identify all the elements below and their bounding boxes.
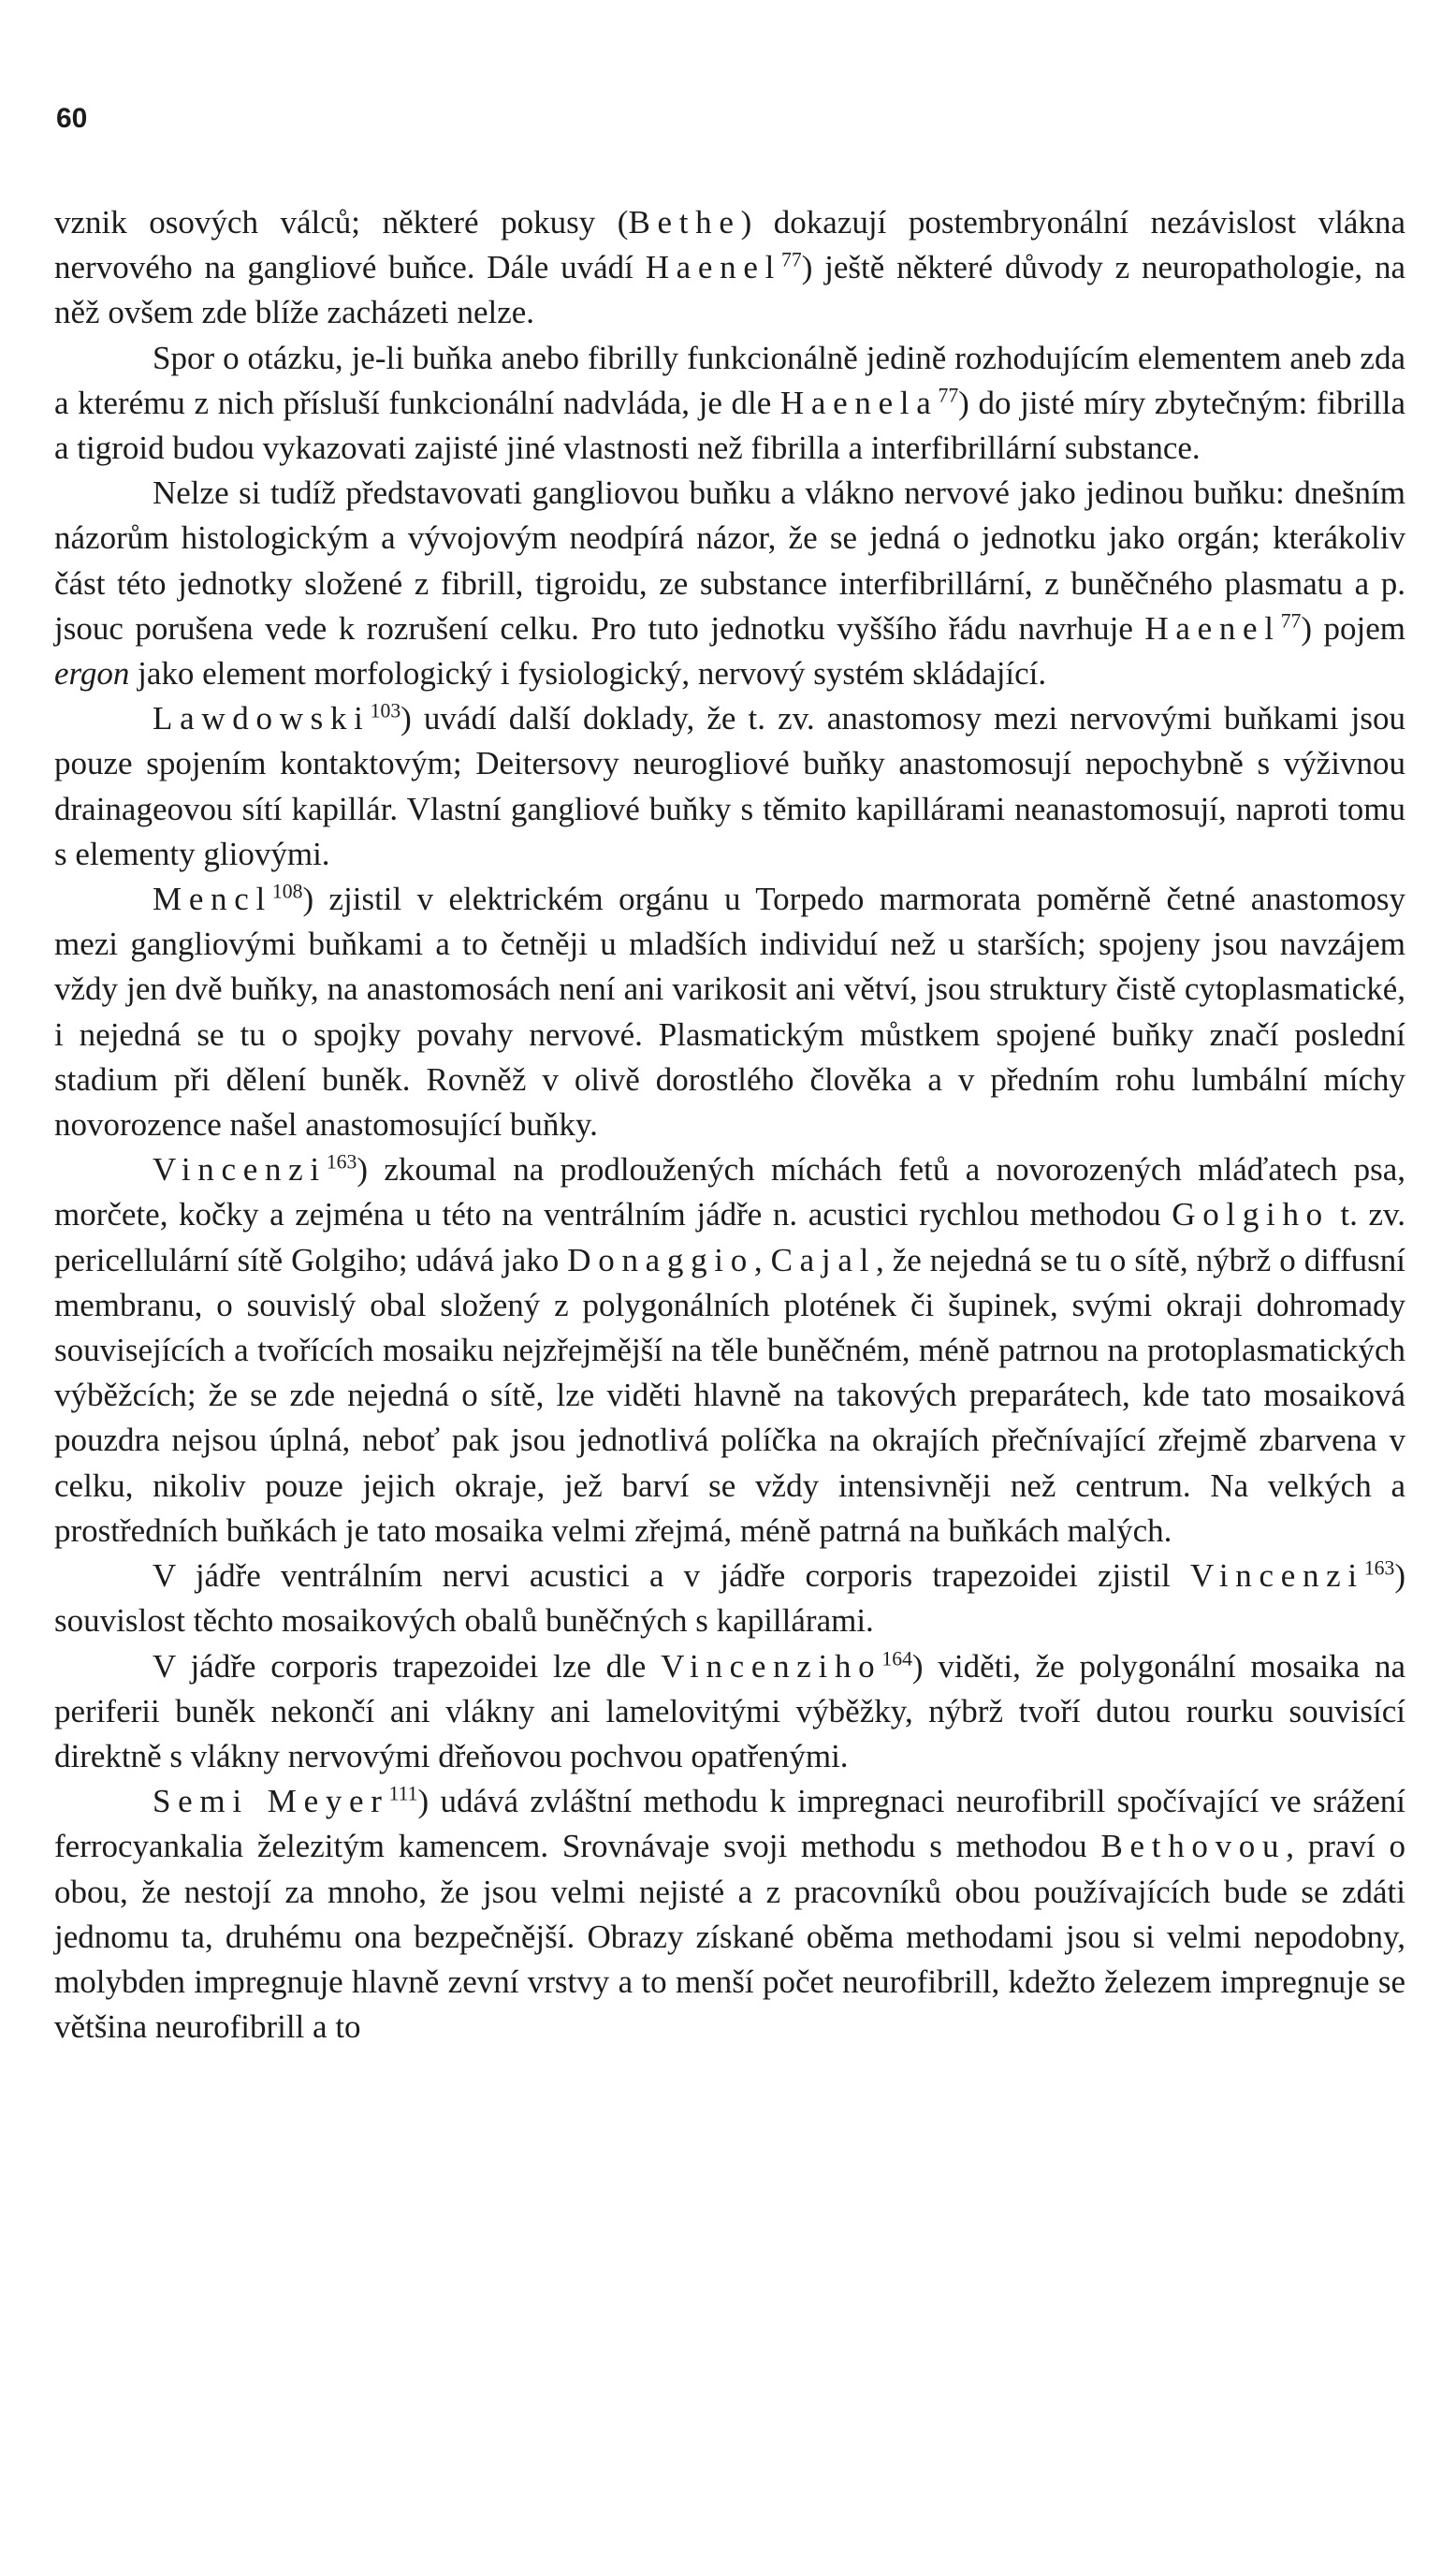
author-donaggio: Donaggio [567,1241,754,1278]
text-run: pojem [1312,609,1406,647]
footnote-number: 163 [1363,1556,1395,1580]
body-text [54,200,1405,2050]
text-run: V jádře corporis trapezoidei lze dle [153,1647,662,1685]
author-vincenzi: Vincenzi [153,1151,327,1189]
footnote-number: 108 [271,880,303,903]
paragraph-4 [54,696,1405,877]
text-run: , praví o obou, že nestojí za mnoho, že jsou velmi nejisté a z pracovníků obou používajících bude se zdáti jednomu ta, druhému ona bezpečnější. Obrazy získané oběma methodami jsou si velmi nepodobny, molybden impregnuje hlavně zevní vrstvy a to menší počet neurofibrill, kdežto železem impregnuje se většina neurofibrill a to [54,1828,1405,2046]
footnote-ref: $^{108}$) [271,880,314,918]
text-run: ) dokazují postembryonální nezávislost vlákna nervového na gangliové buňce. Dále uvádí [54,204,1405,286]
footnote-number: 164 [881,1646,912,1670]
term-ergon: ergon [54,655,130,693]
footnote-ref: $^{77}$) [938,384,969,421]
footnote-ref: $^{163}$) [1363,1556,1405,1595]
paragraph-1 [54,200,1405,336]
paragraph-5 [54,877,1405,1147]
footnote-ref: $^{77}$) [1280,609,1313,647]
footnote-number: 77 [938,384,959,407]
paragraph-2 [54,336,1405,472]
text-run: viděti, že polygonální mosaika na periferii buněk nekončí ani vlákny ani lamelovitými výběžky, nýbrž tvoří dutou rourku souvisící direktně s vlákny nervovými dřeňovou pochvou opatřenými. [54,1647,1405,1774]
paragraph-9 [54,1779,1405,2050]
text-run: V jádře ventrálním nervi acustici a v jádře corporis trapezoidei zjistil [153,1557,1190,1595]
text-run: zjistil v elektrickém orgánu u Torpedo marmorata poměrně četné anastomosy mezi gangliovými buňkami a to četněji u mladších individuí než u starších; spojeny jsou navzájem vždy jen dvě buňky, na anastomosách není ani varikosit ani větví, jsou struktury čistě cytoplasmatické, i nejedná se tu o spojky povahy nervové. Plasmatickým můstkem spojené buňky značí poslední stadium při dělení buněk. Rovněž v olivě dorostlého člověka a v předním rohu lumbální míchy novorozence našel anastomosující buňky. [54,881,1405,1144]
footnote-ref: $^{111}$) [388,1782,430,1820]
page-number: 60 [56,103,88,134]
footnote-number: 77 [1280,609,1302,633]
text-run: jako element morfologický i fysiologický, nervový systém skládající. [129,655,1047,693]
footnote-number: 111 [388,1782,418,1805]
author-vincenzi: Vincenzi [1189,1557,1364,1595]
author-haenel: Haenel [1144,609,1281,647]
text-run: udává zvláštní methodu k impregnaci neurofibrill spočívající ve srážení ferrocyankalia železitým kamencem. Srovnávaje svoji methodu s methodou [54,1783,1405,1865]
footnote-number: 163 [326,1150,357,1174]
author-bethe: Bethe [628,204,741,241]
footnote-ref: $^{77}$) [781,248,813,286]
author-haenel: Haenel [645,249,782,286]
text-run: Spor o otázku, je-li buňka anebo fibrilly funkcionálně jedině rozhodujícím elementem aneb zda a kterému z nich přísluší funkcionální nadvláda, je dle [54,339,1405,421]
text-run: vznik osových válců; některé pokusy ( [54,204,629,241]
text-run: , že nejedná se tu o sítě, nýbrž o diffusní membranu, o souvislý obal složený z polygonálních plotének či šupinek, svými okraji dohromady souvisejících a tvořících mosaiku nejzřejmější na těle buněčném, méně patrnou na protoplasmatických výběžcích; že se zde nejedná o sítě, lze viděti hlavně na takových preparátech, kde tato mosaiková pouzdra nejsou úplná, neboť pak jsou jednotlivá políčka na okrajích přečnívající zřejmě zbarvena v celku, nikoliv pouze jejich okraje, jež barví se vždy intensivněji než centrum. Na velkých a prostředních buňkách je tato mosaika velmi zřejmá, méně patrná na buňkách malých. [54,1241,1406,1549]
footnote-ref: $^{164}$) [881,1646,924,1685]
paragraph-3 [54,471,1405,696]
text-run: , [753,1241,771,1278]
author-semi-meyer: Semi Meyer [153,1783,389,1820]
paragraph-7 [54,1554,1405,1643]
author-lawdowski: Lawdowski [153,700,371,737]
text-run: zkoumal na prodloužených míchách fetů a novorozených mláďatech psa, morčete, kočky a zejména u této na ventrálním jádře n. acustici rychlou methodou [54,1151,1405,1233]
author-haenela: Haenela [779,384,939,421]
text-run: uvádí další doklady, že t. zv. anastomosy mezi nervovými buňkami jsou pouze spojením kontaktovým; Deitersovy neurogliové buňky anastomosují nepochybně s výživnou drainageovou sítí kapillár. Vlastní gangliové buňky s těmito kapillárami neanastomosují, naproti tomu s elementy gliovými. [54,700,1405,872]
author-bethovou: Bethovou [1100,1828,1287,1865]
footnote-number: 103 [370,699,401,722]
text-run: Nelze si tudíž představovati gangliovou buňku a vlákno nervové jako jedinou buňku: dnešním názorům histologickým a vývojovým neodpírá názor, že se jedná o jednotku jako orgán; kterákoliv část této jednotky složené z fibrill, tigroidu, ze substance interfibrillární, z buněčného plasmatu a p. jsouc porušena vede k rozrušení celku. Pro tuto jednotku vyššího řádu navrhuje [54,474,1405,647]
text-run: do jisté míry zbytečným: fibrilla a tigroid budou vykazovati zajisté jiné vlastnosti než fibrilla a interfibrillární substance. [54,384,1406,467]
footnote-ref: $^{103}$) [370,699,412,737]
author-mencl: Mencl [153,881,272,918]
paragraph-6 [54,1147,1405,1554]
author-golgiho: Golgiho [1172,1196,1330,1233]
text-run: souvislost těchto mosaikových obalů buněčných s kapillárami. [54,1602,874,1640]
paragraph-8 [54,1644,1405,1780]
author-vincenziho: Vincenziho [661,1647,882,1685]
text-run: ještě některé důvody z neuropathologie, na něž ovšem zde blíže zacházeti nelze. [54,249,1405,331]
footnote-ref: $^{163}$) [326,1150,369,1189]
text-run: t. zv. pericellulární sítě Golgiho; udává jako [54,1196,1405,1278]
footnote-number: 77 [781,248,802,271]
author-cajal: Cajal [770,1241,877,1278]
